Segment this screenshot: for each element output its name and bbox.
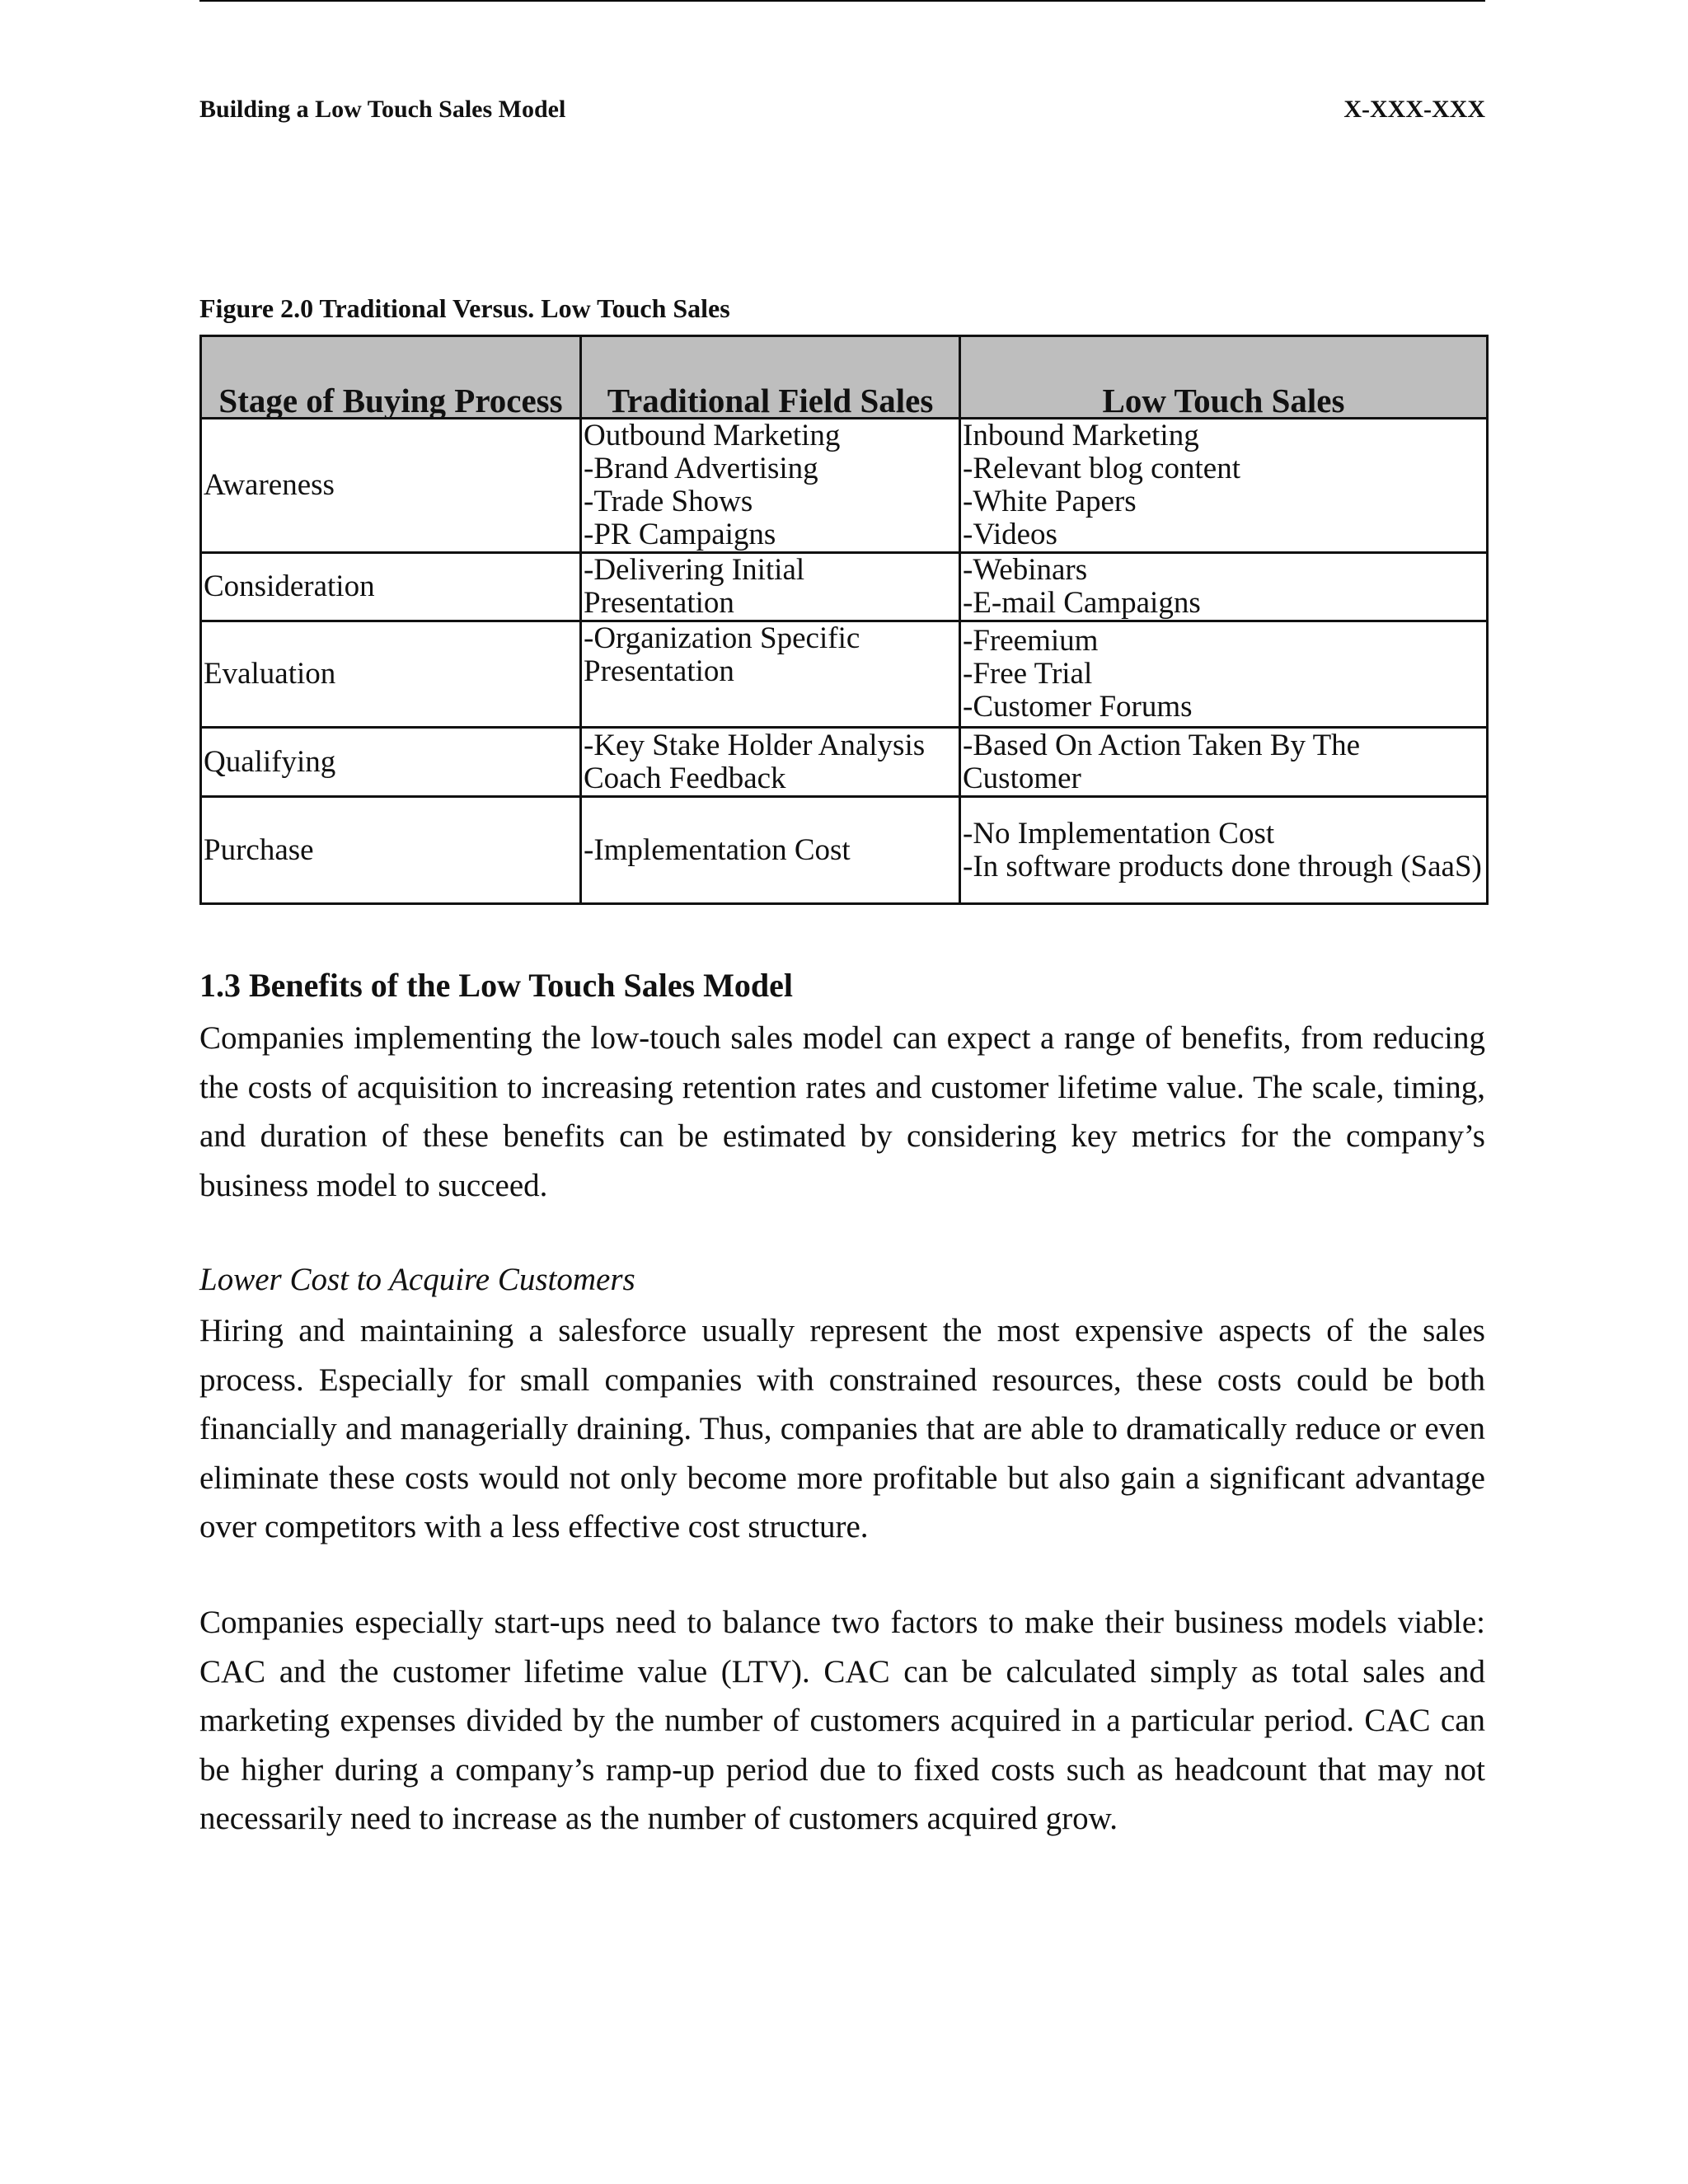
body-paragraph: Companies especially start-ups need to balance two factors to make their business models viable: CAC and the customer lifetime value (LTV). CAC can be calculated simply as total sales and marketing expenses divided by the number of customers acquired in a particular period. CAC can be higher during a company’s ramp-up period due to fixed costs such as headcount that may not necessarily need to increase as the number of customers acquired grow. [199,1605,1485,1836]
table-row [201,728,1488,797]
traditional-cell: Outbound Marketing -Brand Advertising -Trade Shows -PR Campaigns [581,419,960,553]
stage-cell: Qualifying [201,728,581,797]
intro-paragraph: Companies implementing the low-touch sales model can expect a range of benefits, from reducing the costs of acquisition to increasing retention rates and customer lifetime value. The scale, timing, and duration of these benefits can be estimated by considering key metrics for the company’s business model to succeed. [199,1020,1485,1203]
stage-cell: Consideration [201,553,581,621]
column-header-low-touch: Low Touch Sales [960,336,1488,419]
table-row [201,797,1488,904]
figure-caption: Figure 2.0 Traditional Versus. Low Touch Sales [199,293,730,323]
table-row [201,419,1488,553]
section-title: 1.3 Benefits of the Low Touch Sales Model [199,967,794,1004]
low-touch-cell: -Webinars -E-mail Campaigns [960,553,1488,621]
stage-cell: Purchase [201,797,581,904]
top-rule [199,0,1485,2]
page-header [199,96,1485,129]
traditional-cell: -Implementation Cost [581,797,960,904]
traditional-cell: -Organization Specific Presentation [581,621,960,728]
stage-cell: Awareness [201,419,581,553]
column-header-traditional: Traditional Field Sales [581,336,960,419]
low-touch-cell: -Based On Action Taken By The Customer [960,728,1488,797]
stage-cell: Evaluation [201,621,581,728]
document-title: Building a Low Touch Sales Model [199,96,566,123]
column-header-stage: Stage of Buying Process [201,336,581,419]
comparison-table [199,335,1489,905]
table-row [201,553,1488,621]
table-row [201,621,1488,728]
body-paragraph: Hiring and maintaining a salesforce usually represent the most expensive aspects of the sales process. Especially for small companies with constrained resources, these costs could be both financially and managerially draining. Thus, companies that are able to dramatically reduce or even eliminate these costs would not only become more profitable but also gain a significant advantage over competitors with a less effective cost structure. [199,1313,1485,1544]
low-touch-cell: Inbound Marketing -Relevant blog content -White Papers -Videos [960,419,1488,553]
subheading: Lower Cost to Acquire Customers [199,1262,635,1297]
document-code: X-XXX-XXX [1343,96,1485,123]
table-header-row [201,336,1488,419]
low-touch-cell: -No Implementation Cost -In software products done through (SaaS) [960,797,1488,904]
traditional-cell: -Key Stake Holder Analysis Coach Feedback [581,728,960,797]
low-touch-cell: -Freemium -Free Trial -Customer Forums [960,621,1488,728]
traditional-cell: -Delivering Initial Presentation [581,553,960,621]
